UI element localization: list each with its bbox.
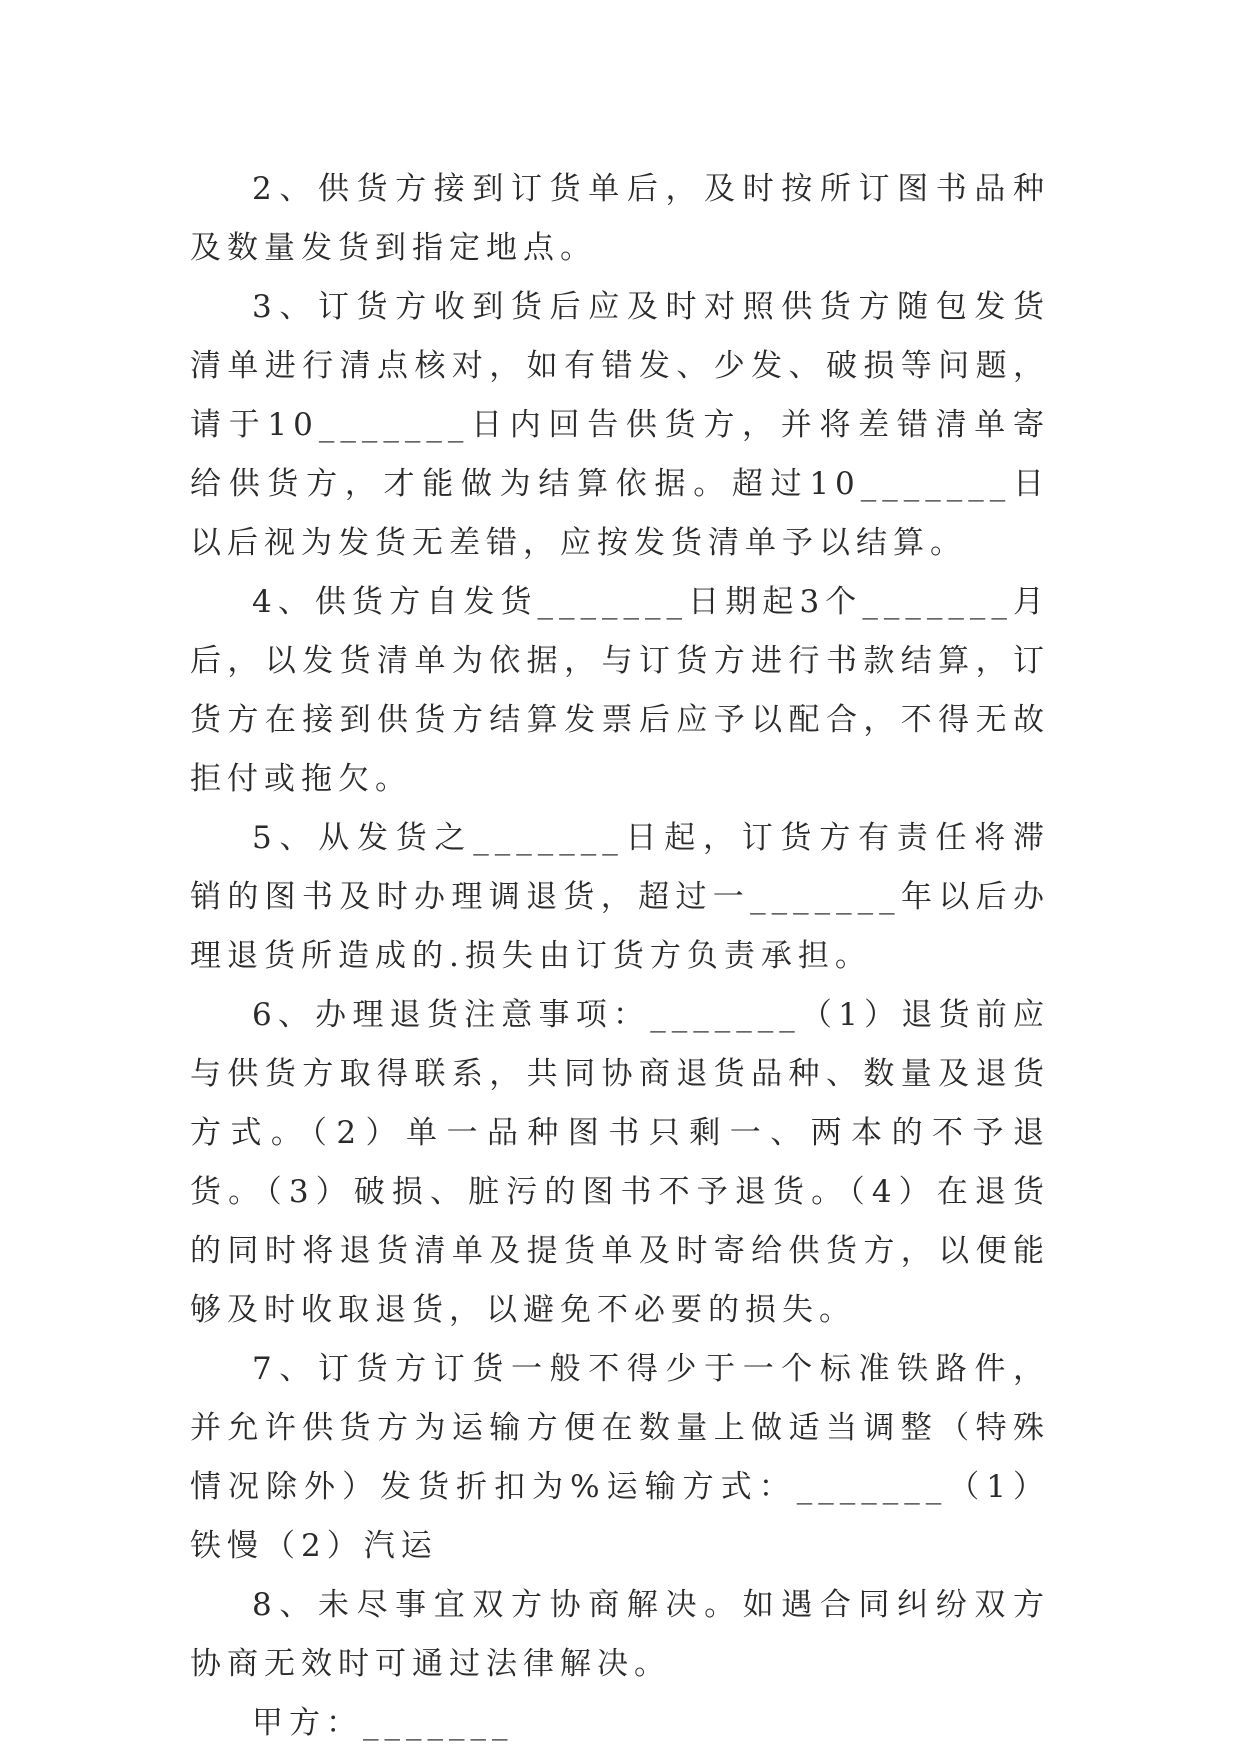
- document-body: [190, 160, 1050, 1753]
- clause-2: 2、供货方接到订货单后，及时按所订图书品种及数量发货到指定地点。: [190, 171, 1050, 266]
- party-a-signature-line: 甲方：_______: [252, 1705, 514, 1741]
- clause-7: 7、订货方订货一般不得少于一个标准铁路件，并允许供货方为运输方便在数量上做适当调整（特殊情况除外）发货折扣为%运输方式：_______（1）铁慢（2）汽运: [190, 1351, 1050, 1564]
- clause-6: 6、办理退货注意事项：_______（1）退货前应与供货方取得联系，共同协商退货品种、数量及退货方式。（2）单一品种图书只剩一、两本的不予退货。（3）破损、脏污的图书不予退货。（4）在退货的同时将退货清单及提货单及时寄给供货方，以便能够及时收取退货，以避免不必要的损失。: [190, 997, 1050, 1328]
- clause-5: 5、从发货之_______日起，订货方有责任将滞销的图书及时办理调退货，超过一_______年以后办理退货所造成的.损失由订货方负责承担。: [190, 820, 1050, 974]
- clause-8: 8、未尽事宜双方协商解决。如遇合同纠纷双方协商无效时可通过法律解决。: [190, 1587, 1050, 1682]
- clause-3: 3、订货方收到货后应及时对照供货方随包发货清单进行清点核对，如有错发、少发、破损等问题，请于10_______日内回告供货方，并将差错清单寄给供货方，才能做为结算依据。超过10_______日以后视为发货无差错，应按发货清单予以结算。: [190, 289, 1050, 561]
- clause-4: 4、供货方自发货_______日期起3个_______月后，以发货清单为依据，与订货方进行书款结算，订货方在接到供货方结算发票后应予以配合，不得无故拒付或拖欠。: [190, 584, 1050, 797]
